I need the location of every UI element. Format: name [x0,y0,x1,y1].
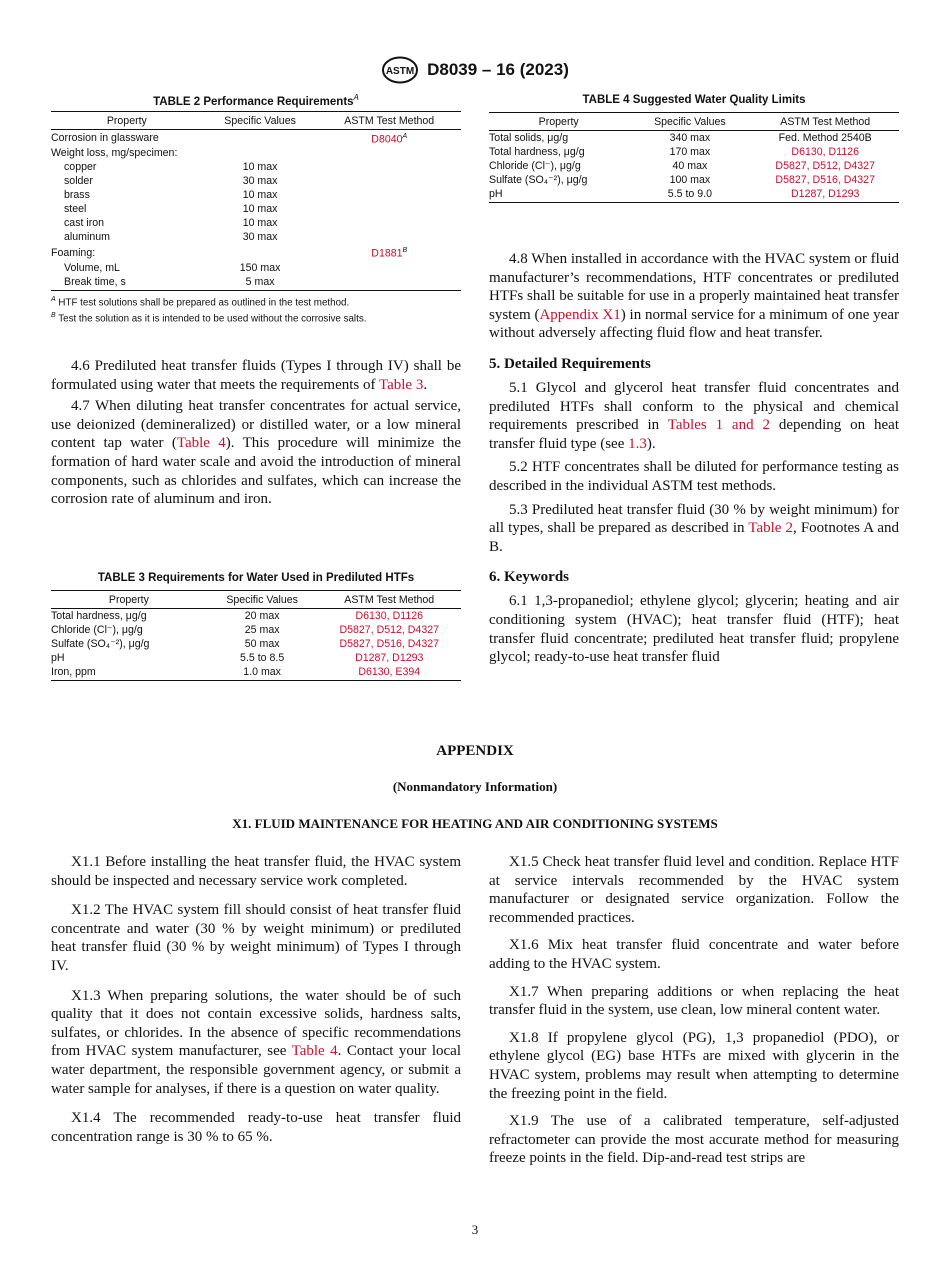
value-cell [203,244,318,261]
table-2-body [51,129,461,290]
paragraph-x1-3: X1.3 When preparing solutions, the water should be of such quality that it does not contain excessive solids, hardness salts, sulfates, or chlorides. In the absence of specific recommendations from HVAC system manufacturer, see Table 4. Contact your local water department, the responsible government agency, or submit a water sample for analyses, if there is a question on water quality. [51,987,461,1097]
appendix-section-title: X1. FLUID MAINTENANCE FOR HEATING AND AIR CONDITIONING SYSTEMS [232,816,718,831]
method-cell[interactable] [317,609,461,624]
appendix-subtitle: (Nonmandatory Information) [392,779,558,794]
table-4-grid [489,112,899,203]
method-cell [317,202,461,216]
section-6-heading: 6. Keywords [489,569,569,586]
column-header: Property [51,111,203,129]
table-row [489,187,899,203]
value-cell: 40 max [672,160,708,172]
appendix-title: APPENDIX [436,743,514,759]
tables-1-and-2-link[interactable]: Tables 1 and 2 [667,417,770,434]
table-row [51,129,461,146]
paragraph-x1-9: X1.9 The use of a calibrated temperature, self-adjusted refractometer can provide the most accurate method for measuring freeze points in the field. Dip-and-read test strips are [489,1113,899,1167]
method-cell[interactable] [751,159,899,173]
method-link[interactable]: D5827, D516, D4327 [339,638,440,650]
column-header: Specific Values [203,111,318,129]
value-cell: 25 max [244,624,280,636]
table-row [51,275,461,291]
table-4-caption: TABLE 4 Suggested Water Quality Limits [582,94,806,106]
method-link[interactable]: D5827, D512, D4327 [775,160,875,172]
table-3-caption: TABLE 3 Requirements for Water Used in Prediluted HTFs [97,572,415,584]
method-cell[interactable] [317,637,461,651]
method-cell[interactable] [751,173,899,187]
value-cell: 1.0 max [207,665,318,681]
table-3-link[interactable]: Table 3 [378,376,424,393]
column-header: ASTM Test Method [751,113,899,131]
page-header [0,56,950,84]
table-row [51,261,461,275]
value-cell: 30 max [242,231,278,244]
table-row [51,146,461,160]
method-link[interactable]: D5827, D512, D4327 [339,624,440,636]
column-header: Specific Values [207,591,318,609]
document-designation: D8039 – 16 (2023) [427,60,569,79]
table-row [51,651,461,665]
footnote-marker: A [402,132,408,140]
method-cell [317,174,461,188]
paragraph-x1-8: X1.8 If propylene glycol (PG), 1,3 propanediol (PDO), or ethylene glycol (EG) base HTFs are mixed with glycerin in the HVAC system, problems may result when attempting to determine the freezing point in the field. [489,1029,899,1102]
paragraph-x1-1: X1.1 Before installing the heat transfer fluid, the HVAC system should be inspected and necessary service work completed. [51,854,461,889]
property-cell: Sulfate (SO₄⁻²), μg/g [51,638,150,650]
property-cell: steel [64,203,87,216]
method-cell[interactable] [751,187,899,203]
property-cell: Chloride (Cl⁻), μg/g [51,624,143,636]
property-cell: pH [51,652,65,664]
column-header: ASTM Test Method [317,591,461,609]
column-header: Specific Values [628,113,751,131]
value-cell: 10 max [242,217,278,230]
property-cell: pH [489,187,628,203]
method-cell[interactable] [751,145,899,159]
column-header: Property [51,591,207,609]
method-link[interactable]: D6130, D1126 [791,146,859,158]
method-link[interactable]: D6130, D1126 [355,610,424,622]
property-cell: Foaming: [51,246,96,259]
property-cell: Total solids, μg/g [489,132,569,144]
page-number: 3 [471,1222,479,1237]
table-row [51,623,461,637]
table-row [51,188,461,202]
table-2-caption: TABLE 2 Performance Requirements$^A$ [153,93,359,108]
table-row [489,159,899,173]
paragraph-x1-5: X1.5 Check heat transfer fluid level and condition. Replace HTF at service intervals recommended by the HVAC system manufacturer or designated service organization. Follow the recommended practices. [489,854,899,926]
value-cell: 5 max [203,275,318,291]
paragraph-x1-2: X1.2 The HVAC system fill should consist of heat transfer fluid concentrate and water (30 % by weight minimum) or prediluted heat transfer fluid (30 % by weight minimum) of Types I through IV. [51,902,461,974]
paragraph-5-3: 5.3 Prediluted heat transfer fluid (30 % by weight minimum) for all types, shall be prepared as described in Table 2, Footnotes A and B. [489,501,899,555]
method-link[interactable]: D6130, E394 [358,666,421,678]
property-cell: solder [64,175,93,188]
method-cell [751,131,899,146]
property-cell: Volume, mL [64,261,120,274]
column-header: Property [489,113,628,131]
property-cell: copper [64,161,97,174]
paragraph-x1-7: X1.7 When preparing additions or when replacing the heat transfer fluid in the system, use clean, low mineral content water. [489,983,899,1019]
value-cell: 340 max [669,132,711,144]
appendix-right-column [489,853,899,1168]
method-cell [317,275,461,291]
value-cell: 50 max [244,638,280,650]
method-cell [317,188,461,202]
table-3-body [51,609,461,681]
table-4-body [489,131,899,203]
method-cell [317,160,461,174]
paragraph-5-2: 5.2 HTF concentrates shall be diluted for performance testing as described in the individual ASTM test methods. [489,459,899,494]
table-row [51,174,461,188]
appendix-left-column [51,853,461,1146]
table-row [51,230,461,244]
footnote-b: $^B$ Test the solution as it is intended to be used without the corrosive salts. [51,312,367,325]
astm-logo [381,56,419,84]
left-column-text [51,357,461,509]
method-cell [317,230,461,244]
property-cell: Total hardness, μg/g [51,610,147,622]
method-link: Fed. Method 2540B [778,132,872,144]
table-2 [51,93,461,325]
method-link[interactable]: D8040 [371,133,403,146]
value-cell [203,146,318,160]
table-row [51,637,461,651]
method-cell[interactable] [317,665,461,681]
table-row [51,244,461,261]
property-cell: Chloride (Cl⁻), μg/g [489,160,581,172]
paragraph-x1-6: X1.6 Mix heat transfer fluid concentrate and water before adding to the HVAC system. [489,937,899,972]
paragraph-4-7: 4.7 When diluting heat transfer concentrates for actual service, use deionized (demineralized) or distilled water, or a low mineral content tap water (Table 4). This procedure will minimize the formation of hard water scale and avoid the introduction of mineral components, such as chlorides and sulfates, which can increase the corrosion rate of aluminum and iron. [51,398,461,508]
footnote-marker: B [402,247,408,255]
method-cell [317,261,461,275]
table-2-link[interactable]: Table 2 [748,520,794,537]
right-column-text [489,250,899,667]
table-row [51,160,461,174]
table-row [51,665,461,681]
method-cell [317,146,461,160]
table-2-grid [51,111,461,291]
footnote-a: $^A$ HTF test solutions shall be prepared as outlined in the test method. [51,295,350,309]
table-row [51,216,461,230]
method-cell[interactable] [317,244,461,261]
method-cell[interactable] [317,623,461,637]
table-row [489,145,899,159]
table-row [489,173,899,187]
value-cell: 150 max [239,261,281,274]
property-cell: Iron, ppm [51,665,207,681]
method-cell[interactable] [317,651,461,665]
paragraph-6-1: 6.1 1,3-propanediol; ethylene glycol; glycerin; heating and air conditioning system (HVAC); heat transfer fluid (HTF); heat transfer fluid concentrate; prediluted heat transfer fluid; propylene glycol; ready-to-use heat transfer fluid [489,593,899,666]
table-row [489,131,899,146]
method-link[interactable]: D5827, D516, D4327 [775,174,875,186]
column-header: ASTM Test Method [317,111,461,129]
value-cell: 5.5 to 9.0 [628,187,751,203]
table-4-link[interactable]: Table 4 [291,1043,338,1060]
method-link[interactable]: D1287, D1293 [355,652,424,664]
table-row [51,202,461,216]
property-cell: Weight loss, mg/specimen: [51,147,178,160]
value-cell: 10 max [242,189,278,202]
value-cell [203,129,318,146]
property-cell: Corrosion in glassware [51,132,159,145]
property-cell: Total hardness, μg/g [489,146,585,158]
table-4-link[interactable]: Table 4 [176,435,226,452]
method-link[interactable]: D1287, D1293 [791,188,860,200]
paragraph-4-8: 4.8 When installed in accordance with the HVAC system or fluid manufacturer’s recommendations, HTF concentrates or prediluted HTFs shall be suitable for use in a properly maintained heat transfer system (Appendix X1) in normal service for a minimum of one year without adversely affecting fluid flow and heat transfer. [489,251,899,342]
table-2-footnotes [51,293,461,326]
value-cell: 100 max [669,174,711,186]
paragraph-4-6: 4.6 Prediluted heat transfer fluids (Types I through IV) shall be formulated using water that meets the requirements of Table 3. [51,358,461,393]
table-4 [489,94,899,203]
table-row [51,609,461,624]
method-link[interactable]: D1881 [371,247,403,260]
property-cell: aluminum [64,231,110,244]
value-cell: 10 max [242,161,278,174]
paragraph-x1-4: X1.4 The recommended ready-to-use heat transfer fluid concentration range is 30 % to 65 %. [51,1110,461,1145]
value-cell: 10 max [242,203,278,216]
paragraph-5-1: 5.1 Glycol and glycerol heat transfer fluid concentrates and prediluted HTFs shall conform to the physical and chemical requirements prescribed in Tables 1 and 2 depending on heat transfer fluid type (see 1.3). [489,379,900,452]
section-1-3-link[interactable]: 1.3 [628,435,647,452]
property-cell: brass [64,189,90,202]
property-cell: Sulfate (SO₄⁻²), μg/g [489,174,588,186]
method-cell [317,216,461,230]
value-cell: 30 max [242,175,278,188]
property-cell: Break time, s [51,275,203,291]
value-cell: 20 max [244,610,280,622]
table-3-grid [51,590,461,681]
property-cell: cast iron [64,217,105,230]
table-3 [51,572,461,681]
value-cell: 5.5 to 8.5 [240,652,285,664]
value-cell: 170 max [669,146,711,158]
appendix-x1-link[interactable]: Appendix X1 [539,306,621,323]
section-5-heading: 5. Detailed Requirements [489,355,651,372]
method-cell[interactable] [317,129,461,146]
svg-text:ASTM: ASTM [385,66,415,77]
